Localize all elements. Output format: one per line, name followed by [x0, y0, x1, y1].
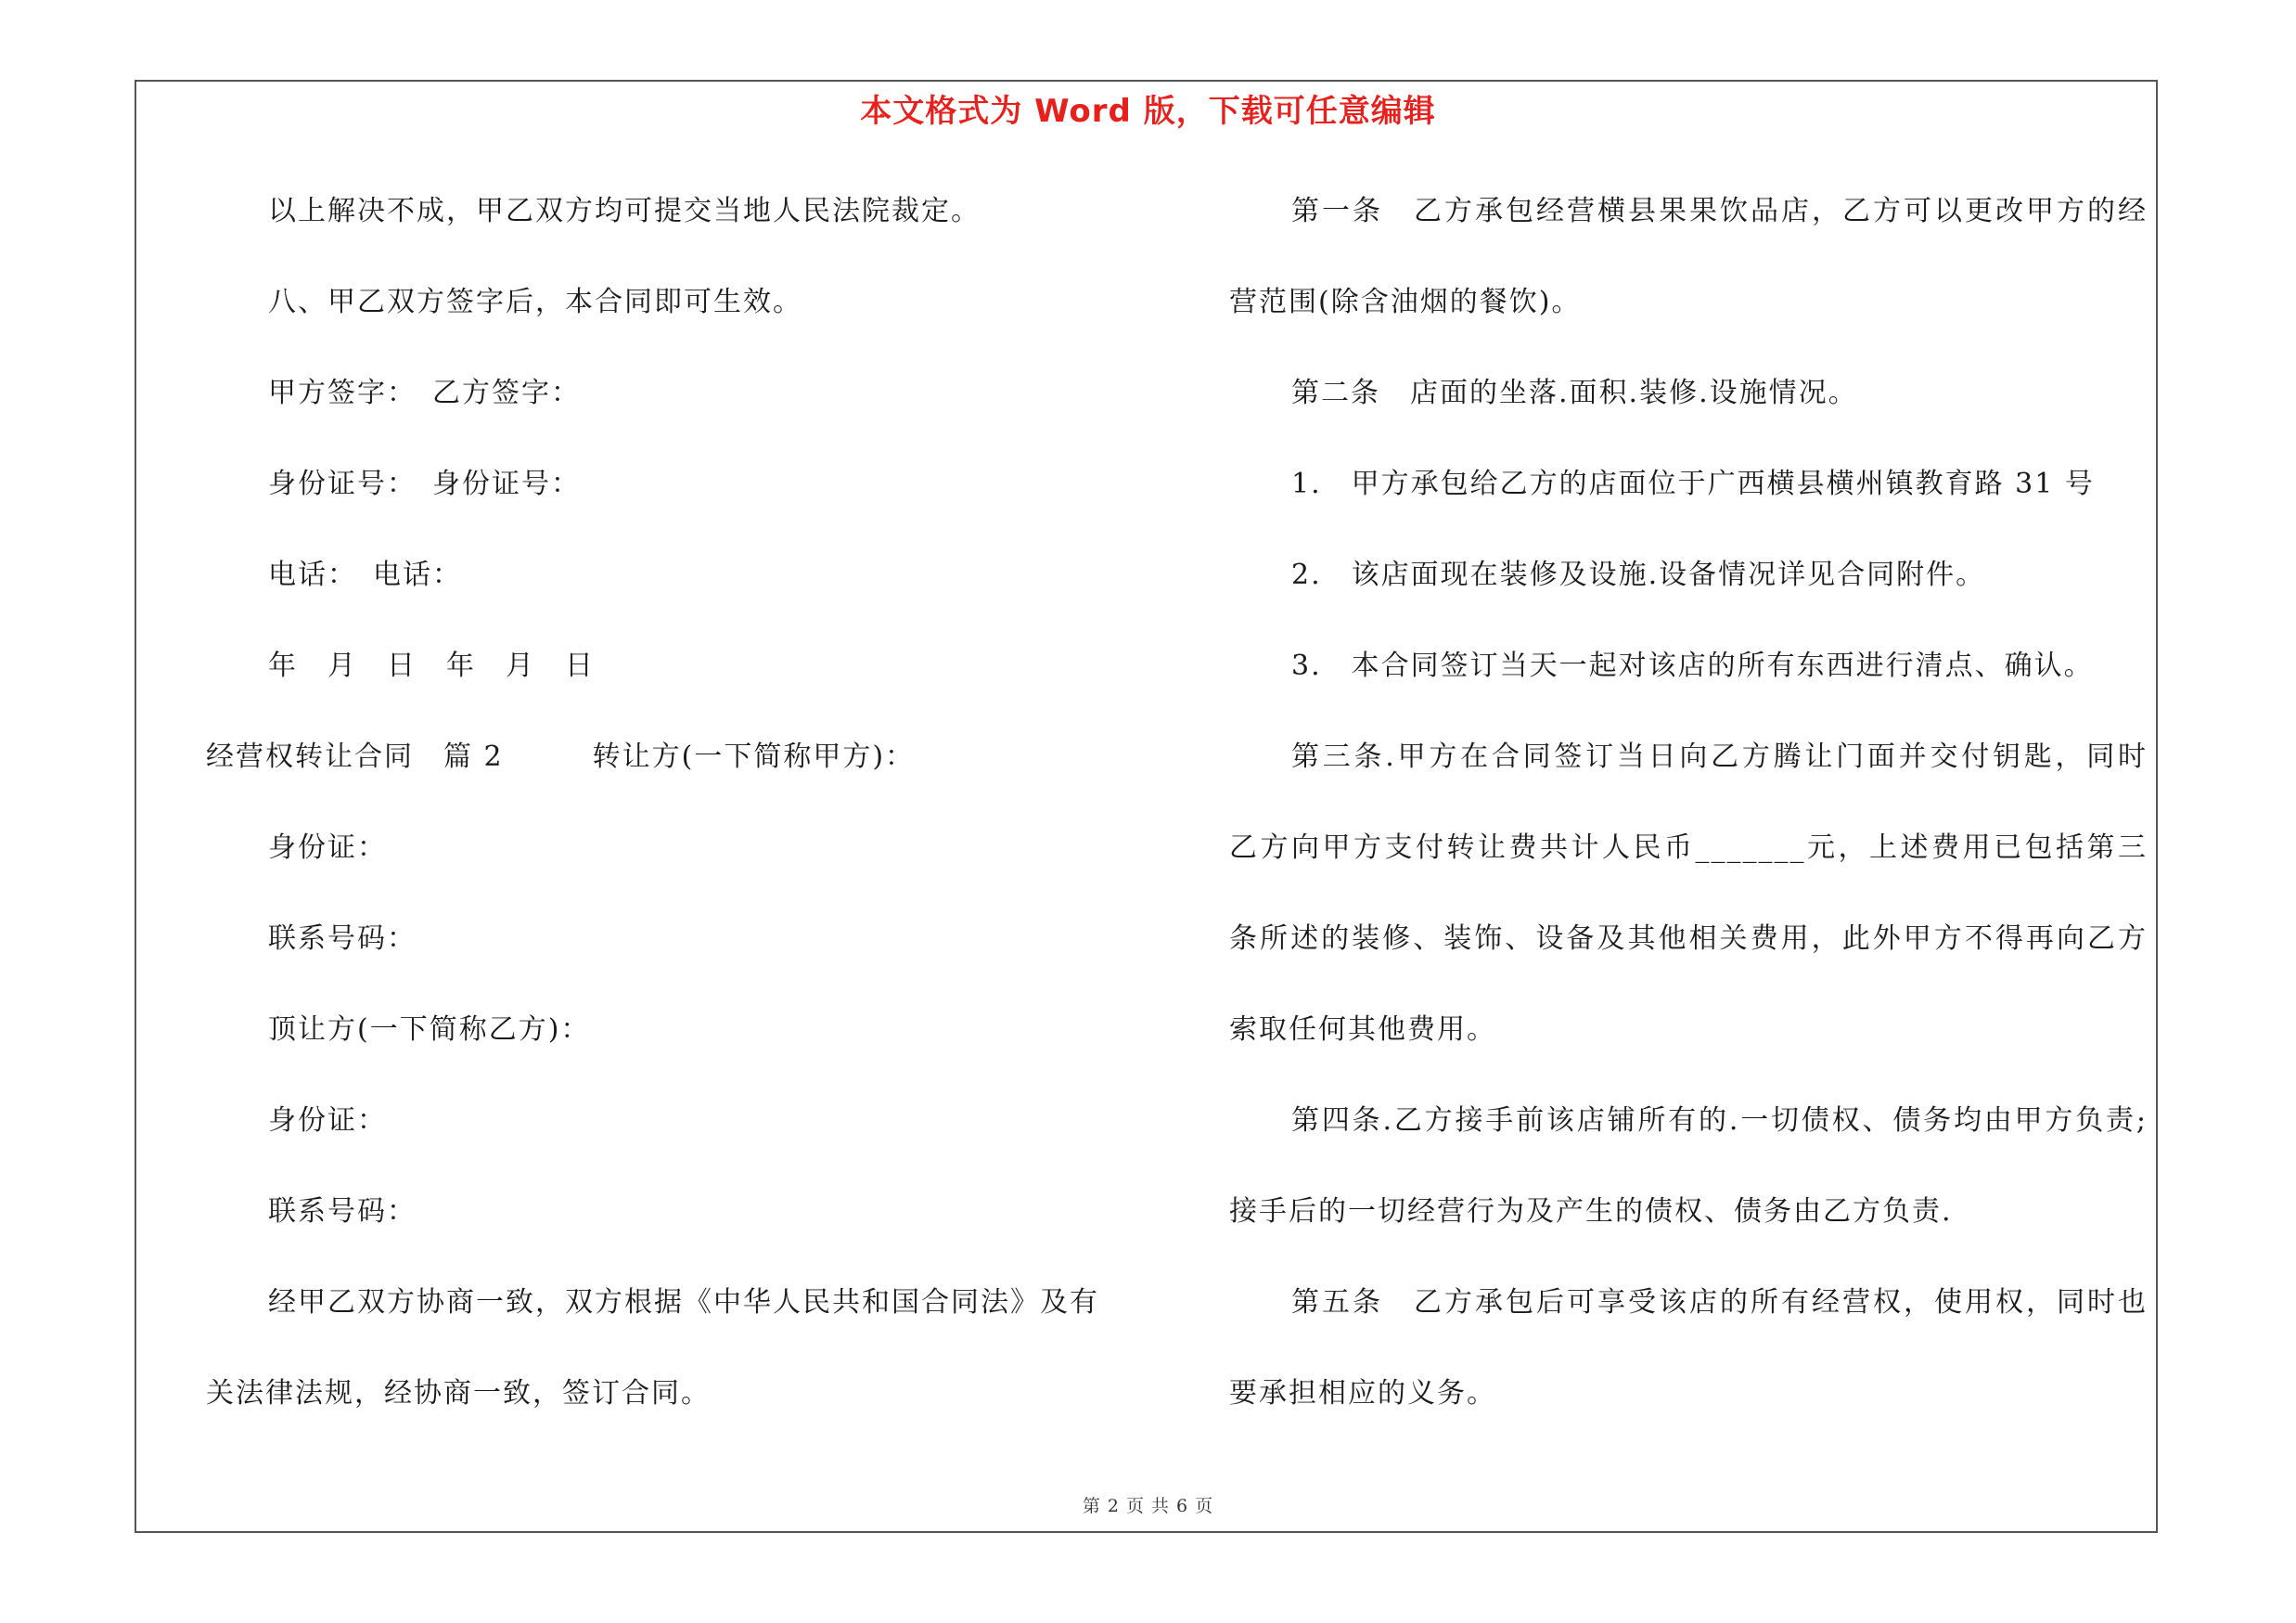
- text-line: 关法律法规，经协商一致，签订合同。: [206, 1377, 711, 1410]
- text-line: 3. 本合同签订当天一起对该店的所有东西进行清点、确认。: [1291, 650, 2094, 682]
- text-line: 顶让方(一下简称乙方)：: [268, 1013, 591, 1046]
- text-line: 营范围(除含油烟的餐饮)。: [1229, 286, 1582, 318]
- text-line: 接手后的一切经营行为及产生的债权、债务由乙方负责.: [1229, 1195, 1953, 1228]
- left-column: [206, 186, 1171, 1459]
- text-line: 1. 甲方承包给乙方的店面位于广西横县横州镇教育路 31 号: [1291, 468, 2095, 500]
- text-line: 经甲乙双方协商一致，双方根据《中华人民共和国合同法》及有: [268, 1286, 1099, 1319]
- text-line: 条所述的装修、装饰、设备及其他相关费用，此外甲方不得再向乙方: [1229, 922, 2148, 955]
- date-line: 年 月 日 年 月 日: [268, 650, 595, 682]
- text-line: 要承担相应的义务。: [1229, 1377, 1496, 1410]
- text-line: 第五条 乙方承包后可享受该店的所有经营权，使用权，同时也: [1291, 1286, 2148, 1319]
- page-number-footer: 第 2 页 共 6 页: [1082, 1496, 1214, 1516]
- word-format-banner: 本文格式为 Word 版，下载可任意编辑: [860, 93, 1436, 130]
- phone-line: 电话： 电话：: [268, 559, 462, 591]
- text-line: 八、甲乙双方签字后，本合同即可生效。: [268, 286, 802, 318]
- right-column: [1229, 186, 2148, 1459]
- contract-title-line: 经营权转让合同 篇 2 转让方(一下简称甲方)：: [206, 741, 916, 773]
- text-line: 第一条 乙方承包经营横县果果饮品店，乙方可以更改甲方的经: [1291, 195, 2148, 227]
- text-line: 以上解决不成，甲乙双方均可提交当地人民法院裁定。: [268, 195, 981, 227]
- text-line: 联系号码：: [268, 1195, 417, 1228]
- signature-line: 甲方签字： 乙方签字：: [268, 377, 581, 409]
- text-line: 身份证：: [268, 831, 387, 864]
- text-line: 第二条 店面的坐落.面积.装修.设施情况。: [1291, 377, 1858, 409]
- text-line: 联系号码：: [268, 922, 417, 955]
- text-line: 索取任何其他费用。: [1229, 1013, 1496, 1046]
- id-number-line: 身份证号： 身份证号：: [268, 468, 581, 500]
- text-line: 乙方向甲方支付转让费共计人民币_______元，上述费用已包括第三: [1229, 831, 2148, 864]
- text-line: 第三条.甲方在合同签订当日向乙方腾让门面并交付钥匙，同时: [1291, 741, 2148, 773]
- text-line: 第四条.乙方接手前该店铺所有的.一切债权、债务均由甲方负责;: [1291, 1104, 2148, 1137]
- text-line: 身份证：: [268, 1104, 387, 1137]
- text-line: 2. 该店面现在装修及设施.设备情况详见合同附件。: [1291, 559, 1986, 591]
